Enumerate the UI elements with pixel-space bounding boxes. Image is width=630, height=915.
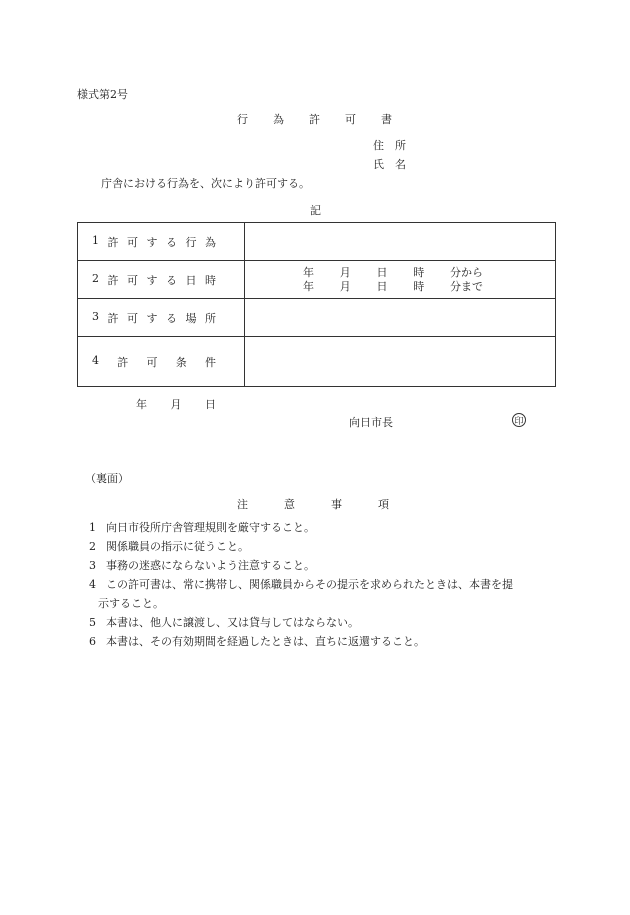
label-char: 日 — [185, 273, 197, 287]
title-char: 意 — [284, 498, 295, 511]
datetime-part: 日 — [376, 265, 388, 279]
datetime-part: 月 — [339, 265, 351, 279]
table-row — [78, 223, 556, 261]
label-char: る — [166, 235, 177, 249]
label-char: 行 — [185, 235, 197, 249]
title-char: 行 — [237, 113, 248, 126]
note-number: 3 — [89, 559, 96, 572]
list-item — [89, 613, 559, 632]
note-text: この許可書は、常に携帯し、関係職員からその提示を求められたときは、本書を提 — [106, 578, 513, 591]
date-part: 年 — [136, 398, 147, 411]
note-number: 6 — [89, 635, 96, 648]
title-char: 事 — [331, 498, 342, 511]
label-char: す — [146, 273, 158, 287]
note-text-continuation: 示すること。 — [98, 597, 164, 610]
title-char: 為 — [273, 113, 284, 126]
label-char: る — [166, 273, 177, 287]
document-title — [237, 111, 392, 127]
form-number: 様式第2号 — [77, 88, 128, 101]
row-number: 4 — [92, 353, 99, 367]
datetime-part: 年 — [303, 279, 314, 293]
list-item — [89, 632, 559, 651]
list-item — [89, 575, 559, 613]
row-number: 1 — [92, 233, 99, 247]
ki-label: 記 — [310, 204, 321, 217]
notes-title — [237, 496, 389, 512]
note-number: 4 — [89, 578, 96, 591]
label-char: 許 — [107, 235, 119, 249]
note-text: 関係職員の指示に従うこと。 — [106, 540, 249, 553]
note-text: 向日市役所庁舎管理規則を厳守すること。 — [106, 521, 315, 534]
datetime-part: 分から — [450, 265, 483, 279]
permit-conditions-field[interactable] — [245, 337, 556, 387]
label-char: 所 — [205, 311, 216, 325]
back-side-label: （裏面） — [85, 472, 129, 485]
note-text: 事務の迷惑にならないよう注意すること。 — [106, 559, 315, 572]
issuer: 向日市長 — [349, 416, 393, 429]
notes-list — [89, 518, 559, 651]
label-char: 可 — [146, 355, 158, 369]
datetime-part: 分まで — [450, 279, 483, 293]
datetime-part: 月 — [339, 279, 351, 293]
table-row — [78, 261, 556, 299]
address-label: 住 所 — [373, 139, 406, 152]
label-char: 可 — [127, 311, 138, 325]
note-text: 本書は、その有効期間を経過したときは、直ちに返還すること。 — [106, 635, 425, 648]
list-item — [89, 537, 559, 556]
datetime-part: 日 — [376, 279, 388, 293]
label-char: 場 — [185, 311, 197, 325]
datetime-part: 時 — [413, 265, 425, 279]
label-char: 条 — [175, 355, 187, 369]
title-char: 許 — [309, 113, 320, 126]
date-part: 月 — [170, 398, 182, 411]
row-number: 2 — [92, 271, 99, 285]
seal-mark: 印 — [512, 413, 526, 427]
intro-text: 庁舎における行為を、次により許可する。 — [101, 177, 310, 190]
label-char: 可 — [127, 235, 138, 249]
issue-date — [136, 396, 216, 412]
title-char: 書 — [381, 113, 392, 126]
label-char: す — [146, 235, 158, 249]
title-char: 項 — [378, 498, 389, 511]
list-item — [89, 556, 559, 575]
label-char: 許 — [107, 273, 119, 287]
permit-table — [77, 222, 556, 387]
title-char: 可 — [345, 113, 356, 126]
table-row — [78, 337, 556, 387]
row-label — [78, 299, 245, 337]
label-char: 可 — [127, 273, 138, 287]
list-item — [89, 518, 559, 537]
date-part: 日 — [205, 398, 216, 411]
datetime-part: 年 — [303, 265, 314, 279]
row-label — [78, 337, 245, 387]
label-char: 為 — [205, 235, 216, 249]
note-number: 1 — [89, 521, 96, 534]
label-char: す — [146, 311, 158, 325]
name-label: 氏 名 — [373, 158, 406, 171]
datetime-to — [303, 280, 483, 294]
title-char: 注 — [237, 498, 248, 511]
label-char: 許 — [107, 311, 119, 325]
label-char: 許 — [117, 355, 129, 369]
row-label — [78, 223, 245, 261]
note-number: 2 — [89, 540, 96, 553]
note-text: 本書は、他人に譲渡し、又は貸与してはならない。 — [106, 616, 359, 629]
row-number: 3 — [92, 309, 99, 323]
permitted-act-field[interactable] — [245, 223, 556, 261]
label-char: る — [166, 311, 177, 325]
permitted-datetime-field[interactable] — [245, 261, 556, 299]
permitted-place-field[interactable] — [245, 299, 556, 337]
label-char: 件 — [205, 355, 216, 369]
table-row — [78, 299, 556, 337]
note-number: 5 — [89, 616, 96, 629]
datetime-from — [303, 266, 483, 280]
row-label — [78, 261, 245, 299]
label-char: 時 — [205, 273, 216, 287]
datetime-part: 時 — [413, 279, 425, 293]
